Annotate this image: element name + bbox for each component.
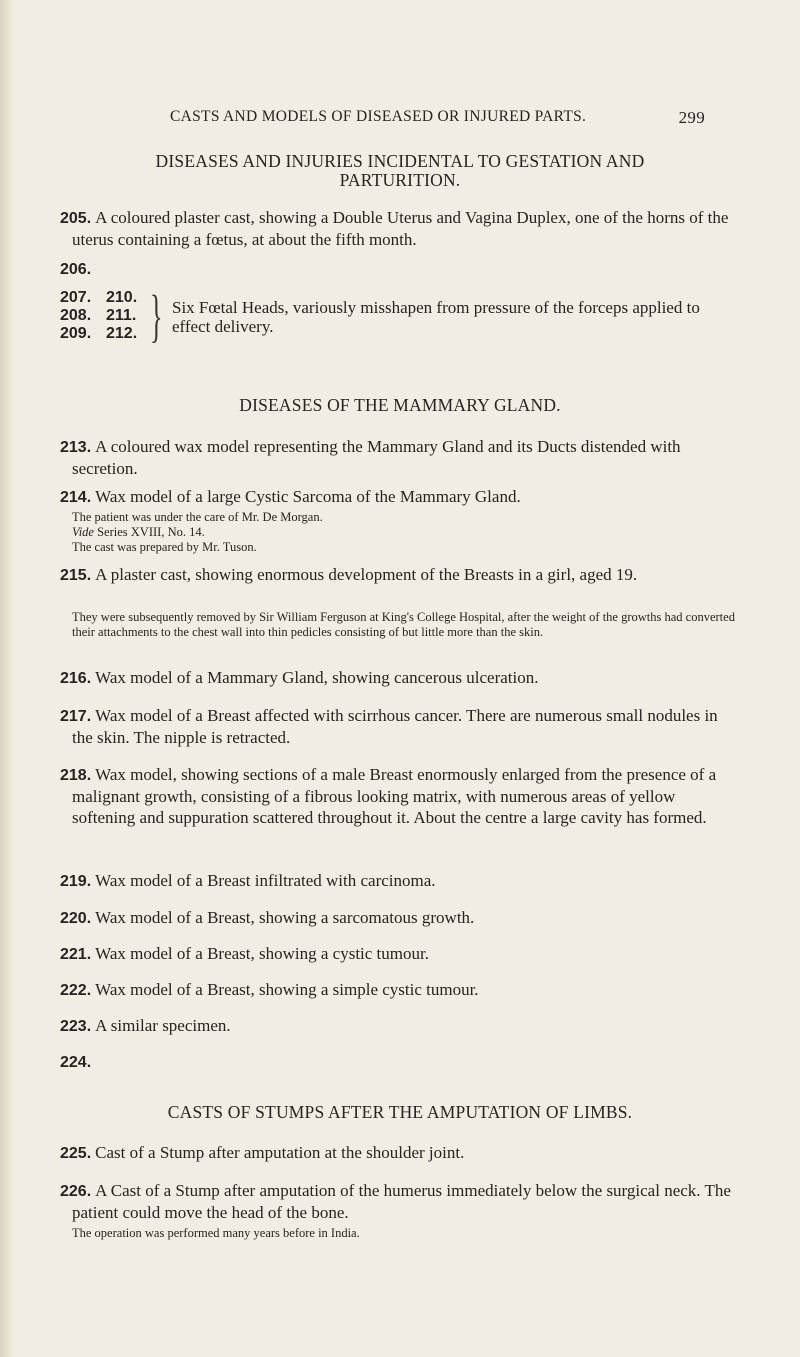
- note-vide: Vide: [72, 525, 94, 539]
- entry-220: [60, 907, 740, 929]
- page-binding-shadow: [0, 0, 14, 1357]
- entry-text: Wax model of a Breast, showing a simple cystic tumour.: [95, 980, 479, 999]
- entry-226-note: [72, 1226, 740, 1241]
- entry-number: 215.: [60, 567, 92, 584]
- entry-text: A similar specimen.: [95, 1016, 231, 1035]
- section-heading-line: PARTURITION.: [339, 170, 461, 190]
- entry-number: 223.: [60, 1018, 92, 1035]
- entry-223: [60, 1015, 740, 1037]
- grouping-brace: }: [150, 283, 163, 348]
- note-text: The operation was performed many years before in India.: [72, 1226, 360, 1240]
- entry-213: [60, 436, 740, 479]
- entry-218: [60, 764, 740, 828]
- section-heading-stumps: [60, 1103, 740, 1122]
- entry-text: Wax model of a large Cystic Sarcoma of the Mammary Gland.: [95, 487, 521, 506]
- note-line: The patient was under the care of Mr. De Morgan.: [72, 510, 323, 524]
- running-head-title: CASTS AND MODELS OF DISEASED OR INJURED PARTS.: [170, 108, 587, 125]
- entry-group-207-212: [60, 283, 740, 349]
- entry-number: 214.: [60, 489, 92, 506]
- entry-number: 218.: [60, 767, 92, 784]
- entry-number: 219.: [60, 873, 92, 890]
- section-heading-line: DISEASES AND INJURIES INCIDENTAL TO GESTATION AND: [155, 151, 645, 171]
- entry-number: 220.: [60, 910, 92, 927]
- note-line: [72, 525, 740, 540]
- entry-219: [60, 870, 740, 892]
- entry-number: 216.: [60, 670, 92, 687]
- entry-214: [60, 486, 740, 508]
- page-number: 299: [678, 108, 705, 127]
- entry-215-note: [72, 610, 740, 640]
- entry-number: 212.: [106, 325, 138, 342]
- entry-224: [60, 1051, 740, 1073]
- entry-number: 225.: [60, 1145, 92, 1162]
- entry-number: 208.: [60, 307, 92, 324]
- section-heading-line: CASTS OF STUMPS AFTER THE AMPUTATION OF LIMBS.: [167, 1102, 633, 1122]
- entry-number-column-1: [60, 289, 91, 343]
- entry-number: 213.: [60, 439, 92, 456]
- entry-221: [60, 943, 740, 965]
- entry-text: Wax model of a Mammary Gland, showing cancerous ulceration.: [95, 668, 539, 687]
- entry-225: [60, 1142, 740, 1164]
- entry-text: A coloured wax model representing the Mammary Gland and its Ducts distended with secretion.: [72, 437, 681, 478]
- section-heading-mammary: [60, 396, 740, 415]
- entry-number: 224.: [60, 1054, 92, 1071]
- entry-216: [60, 667, 740, 689]
- entry-number: 207.: [60, 289, 92, 306]
- entry-number: 210.: [106, 289, 138, 306]
- note-series-ref: Series XVIII, No. 14.: [93, 525, 205, 539]
- entry-text: Wax model, showing sections of a male Breast enormously enlarged from the presence of a malignant growth, consisting of a fibrous looking matrix, with numerous areas of yellow softening and suppuration scattered throughout it. About the centre a large cavity has formed.: [72, 765, 717, 827]
- entry-number: 211.: [106, 307, 137, 324]
- entry-text: A coloured plaster cast, showing a Double Uterus and Vagina Duplex, one of the horns of the uterus containing a fœtus, at about the fifth month.: [72, 208, 729, 249]
- entry-214-notes: [72, 510, 740, 555]
- entry-number: 217.: [60, 708, 92, 725]
- entry-number-column-2: [106, 289, 137, 343]
- entry-215: [60, 564, 740, 586]
- entry-222: [60, 979, 740, 1001]
- entry-number: 226.: [60, 1183, 92, 1200]
- entry-text: Wax model of a Breast, showing a sarcomatous growth.: [95, 908, 475, 927]
- entry-205: [60, 207, 740, 250]
- entry-text: A plaster cast, showing enormous development of the Breasts in a girl, aged 19.: [95, 565, 638, 584]
- entry-206: [60, 258, 740, 280]
- entry-number: 205.: [60, 210, 92, 227]
- note-line: The cast was prepared by Mr. Tuson.: [72, 540, 257, 554]
- entry-number: 222.: [60, 982, 92, 999]
- section-heading-gestation: [60, 152, 740, 190]
- entry-text: Wax model of a Breast affected with scirrhous cancer. There are numerous small nodules in the skin. The nipple is retracted.: [72, 706, 718, 747]
- entry-217: [60, 705, 740, 748]
- entry-text: Six Fœtal Heads, variously misshapen from pressure of the forceps applied to effect delivery.: [172, 298, 700, 336]
- entry-226: [60, 1180, 740, 1223]
- entry-text: Wax model of a Breast, showing a cystic tumour.: [95, 944, 429, 963]
- section-heading-line: DISEASES OF THE MAMMARY GLAND.: [239, 395, 561, 415]
- entry-text: Cast of a Stump after amputation at the shoulder joint.: [95, 1143, 465, 1162]
- entry-text: A Cast of a Stump after amputation of the humerus immediately below the surgical neck. The patient could move the head of the bone.: [72, 1181, 731, 1222]
- entry-number: 206.: [60, 261, 92, 278]
- note-text: They were subsequently removed by Sir William Ferguson at King's College Hospital, after the weight of the growths had converted their attachments to the chest wall into thin pedicles consisting of but little more than the skin.: [72, 610, 735, 639]
- entry-number: 209.: [60, 325, 92, 342]
- entry-text: Wax model of a Breast infiltrated with carcinoma.: [95, 871, 436, 890]
- entry-number: 221.: [60, 946, 92, 963]
